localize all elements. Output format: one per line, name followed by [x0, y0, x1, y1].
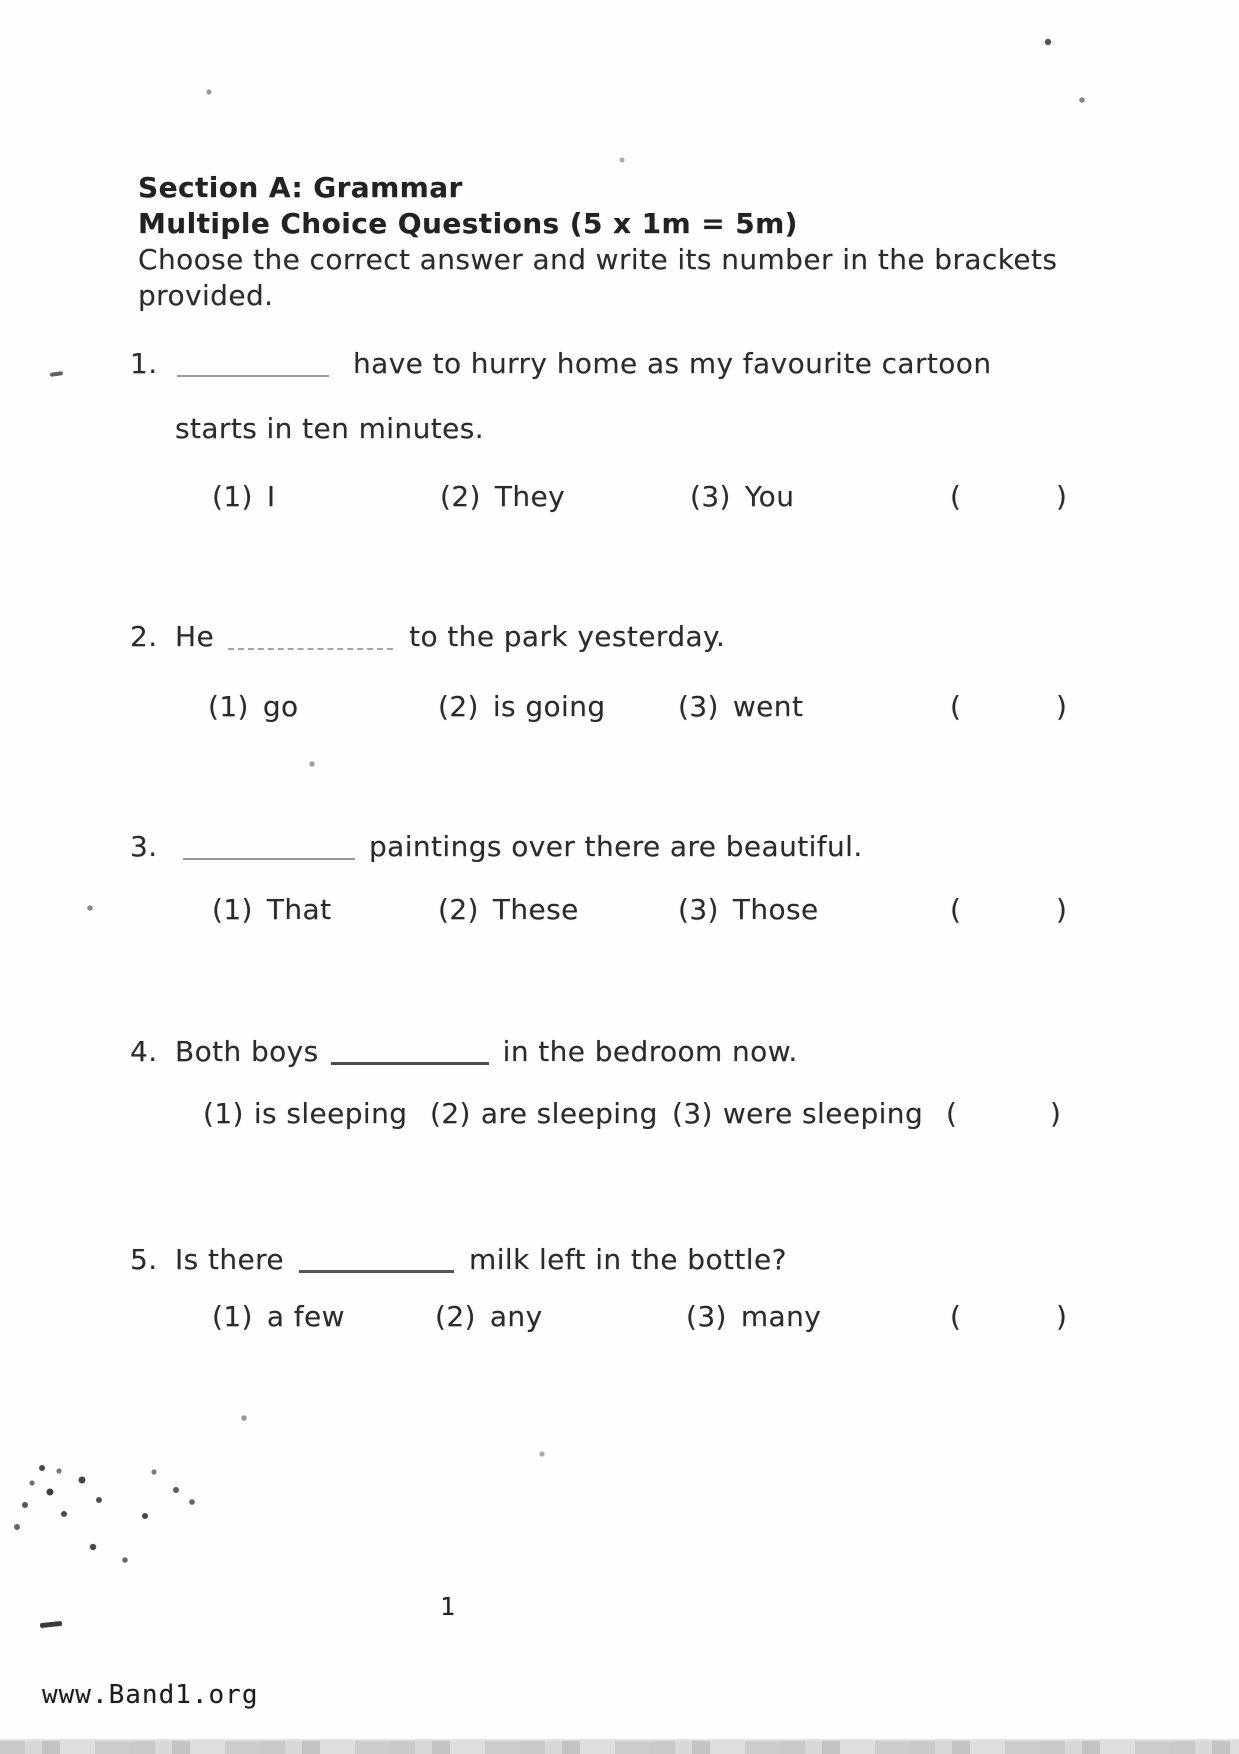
scan-pencil-dash: [40, 1621, 62, 1628]
option-text: go: [262, 690, 299, 723]
question-1-line2: [0, 410, 1239, 448]
question-number: 4.: [130, 1035, 158, 1068]
option-label: (1): [212, 480, 253, 513]
option-label: (3): [690, 480, 731, 513]
question-5-line: [0, 1236, 1239, 1279]
option-label: (1): [203, 1097, 244, 1130]
answer-bracket-close: ): [1056, 1300, 1068, 1333]
option-label: (2): [438, 893, 479, 926]
option-text: went: [732, 690, 804, 723]
option-1: [212, 893, 331, 926]
answer-bracket-close: ): [1056, 893, 1068, 926]
question-text-continued: starts in ten minutes.: [175, 412, 485, 445]
question-number: 2.: [130, 620, 158, 653]
answer-bracket-open: (: [946, 1097, 958, 1130]
question-2-line: [0, 614, 1239, 656]
question-text: paintings over there are beautiful.: [369, 830, 863, 863]
scan-speckles: [0, 0, 4, 4]
option-2: [438, 893, 579, 926]
answer-bracket-open: (: [950, 1300, 962, 1333]
question-text-before-blank: Both boys: [175, 1035, 319, 1068]
option-3: [690, 480, 794, 513]
option-text: They: [494, 480, 566, 513]
option-label: (2): [438, 690, 479, 723]
question-4-line: [0, 1028, 1239, 1071]
instructions-line-2: provided.: [138, 279, 274, 312]
option-label: (1): [212, 1300, 253, 1333]
answer-bracket-close: ): [1050, 1097, 1062, 1130]
question-text: have to hurry home as my favourite cartoon: [353, 347, 992, 380]
question-number: 5.: [130, 1243, 158, 1276]
scanner-edge-band: [0, 1739, 1239, 1754]
question-text: in the bedroom now.: [502, 1035, 798, 1068]
option-1: [212, 1300, 345, 1333]
option-label: (3): [678, 690, 719, 723]
option-label: (3): [672, 1097, 713, 1130]
answer-blank: [228, 618, 393, 650]
question-text-before-blank: He: [175, 620, 215, 653]
option-text: Those: [732, 893, 819, 926]
option-text: a few: [266, 1300, 345, 1333]
option-text: were sleeping: [722, 1097, 924, 1130]
option-label: (1): [212, 893, 253, 926]
option-text: many: [740, 1300, 822, 1333]
exam-subtitle: Multiple Choice Questions (5 x 1m = 5m): [138, 207, 798, 240]
question-1-options: [0, 480, 1239, 520]
instructions-line-1: Choose the correct answer and write its number in the brackets: [138, 243, 1058, 276]
option-2: [438, 690, 606, 723]
answer-blank: [177, 345, 329, 377]
option-label: (2): [440, 480, 481, 513]
option-3: [678, 690, 803, 723]
option-3: [678, 893, 819, 926]
option-text: is sleeping: [253, 1097, 408, 1130]
option-text: These: [492, 893, 579, 926]
question-3-options: [0, 893, 1239, 933]
option-text: That: [266, 893, 332, 926]
question-1-line: [0, 341, 1239, 383]
option-label: (1): [208, 690, 249, 723]
option-text: is going: [492, 690, 606, 723]
answer-bracket-open: (: [950, 893, 962, 926]
question-4-options: [0, 1097, 1239, 1137]
question-text-before-blank: Is there: [175, 1243, 285, 1276]
question-2-options: [0, 690, 1239, 730]
option-2: [440, 480, 565, 513]
question-5-options: [0, 1300, 1239, 1340]
answer-blank: [183, 828, 355, 860]
question-number: 3.: [130, 830, 158, 863]
option-1: [212, 480, 276, 513]
option-label: (2): [435, 1300, 476, 1333]
answer-blank: [331, 1032, 489, 1065]
question-number: 1.: [130, 347, 158, 380]
page-number: 1: [440, 1592, 456, 1621]
exam-header: [138, 170, 1057, 314]
question-text: milk left in the bottle?: [469, 1243, 787, 1276]
section-title: Section A: Grammar: [138, 171, 463, 204]
option-label: (3): [686, 1300, 727, 1333]
answer-bracket-open: (: [950, 480, 962, 513]
answer-bracket-close: ): [1056, 480, 1068, 513]
question-3-line: [0, 824, 1239, 866]
footer-url: www.Band1.org: [42, 1680, 259, 1710]
option-3: [672, 1097, 923, 1130]
question-text: to the park yesterday.: [409, 620, 726, 653]
option-text: You: [744, 480, 795, 513]
answer-bracket-open: (: [950, 690, 962, 723]
answer-blank: [299, 1240, 454, 1273]
option-text: are sleeping: [480, 1097, 658, 1130]
option-text: I: [266, 480, 276, 513]
option-1: [203, 1097, 407, 1130]
option-label: (2): [430, 1097, 471, 1130]
answer-bracket-close: ): [1056, 690, 1068, 723]
option-3: [686, 1300, 821, 1333]
option-label: (3): [678, 893, 719, 926]
option-1: [208, 690, 299, 723]
option-2: [430, 1097, 658, 1130]
option-2: [435, 1300, 543, 1333]
option-text: any: [489, 1300, 543, 1333]
